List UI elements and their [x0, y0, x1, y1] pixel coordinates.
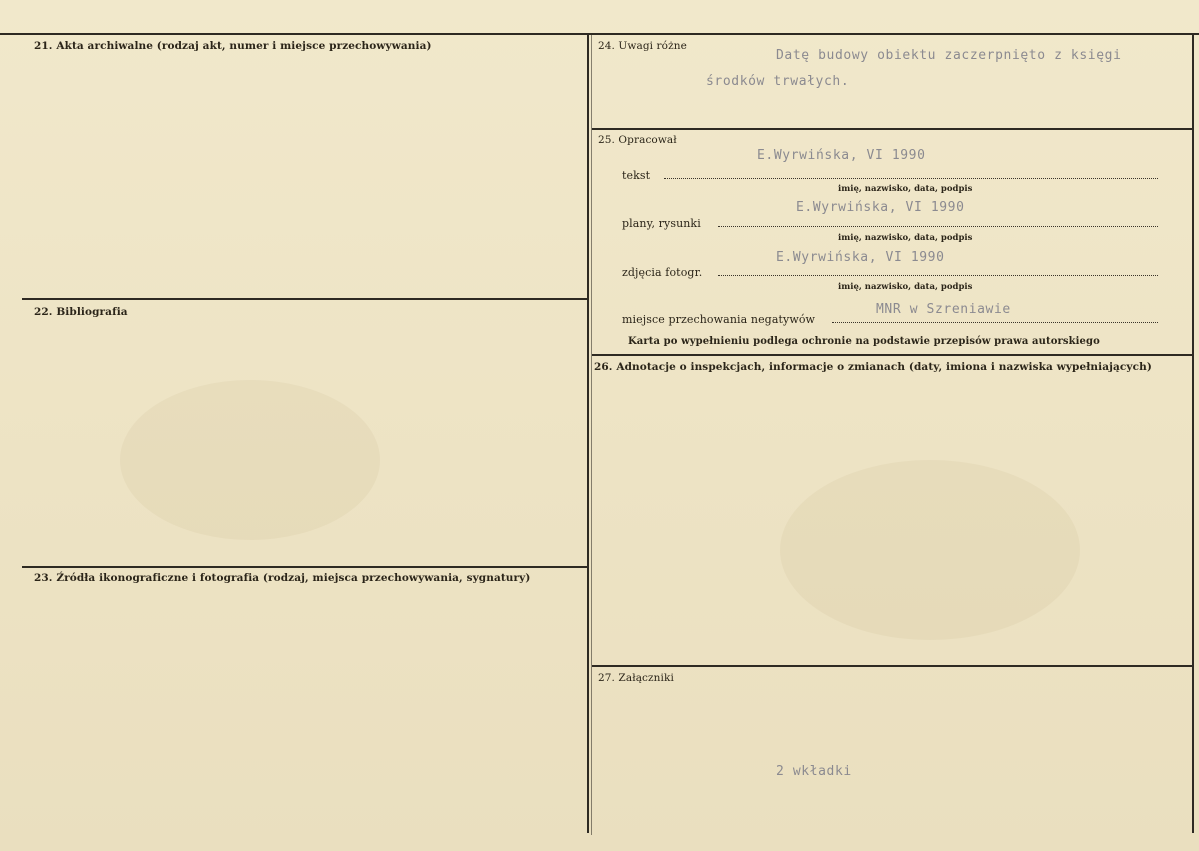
right-border — [1192, 33, 1194, 833]
divider-22-23 — [22, 566, 588, 568]
author-text-value: E.Wyrwińska, VI 1990 — [757, 148, 926, 163]
divider-21-22 — [22, 298, 588, 300]
author-plans-line — [718, 226, 1158, 227]
author-photos-label: zdjęcia fotogr. — [622, 266, 703, 279]
center-divider — [587, 35, 589, 833]
top-border — [0, 33, 1199, 35]
paper-stain — [780, 460, 1080, 640]
section-27-label: 27. Załączniki — [598, 672, 674, 684]
remarks-line-2: środków trwałych. — [706, 74, 850, 89]
author-text-caption: imię, nazwisko, data, podpis — [838, 184, 973, 194]
attachments-value: 2 wkładki — [776, 764, 852, 779]
remarks-line-1: Datę budowy obiektu zaczerpnięto z księgi — [776, 48, 1122, 63]
section-25-label: 25. Opracował — [598, 134, 677, 146]
divider-25-26 — [592, 354, 1192, 356]
author-text-line — [664, 178, 1158, 179]
section-26-label: 26. Adnotacje o inspekcjach, informacje o zmianach (daty, imiona i nazwiska wypełniających) — [594, 361, 1152, 373]
author-plans-caption: imię, nazwisko, data, podpis — [838, 233, 973, 243]
negatives-location-line — [832, 322, 1158, 323]
divider-24-25 — [592, 128, 1192, 130]
paper-stain — [120, 380, 380, 540]
author-photos-caption: imię, nazwisko, data, podpis — [838, 282, 973, 292]
negatives-location-label: miejsce przechowania negatywów — [622, 313, 816, 326]
author-photos-value: E.Wyrwińska, VI 1990 — [776, 250, 945, 265]
center-divider-inner — [591, 35, 592, 835]
author-plans-label: plany, rysunki — [622, 217, 701, 230]
section-21-label: 21. Akta archiwalne (rodzaj akt, numer i miejsce przechowywania) — [34, 40, 432, 52]
negatives-location-value: MNR w Szreniawie — [876, 302, 1011, 317]
section-22-label: 22. Bibliografia — [34, 306, 128, 318]
section-24-label: 24. Uwagi różne — [598, 40, 687, 52]
section-23-label: 23. Źródła ikonograficzne i fotografia (rodzaj, miejsca przechowywania, sygnatury) — [34, 572, 531, 584]
author-text-label: tekst — [622, 169, 651, 182]
author-photos-line — [718, 275, 1158, 276]
author-plans-value: E.Wyrwińska, VI 1990 — [796, 200, 965, 215]
divider-26-27 — [592, 665, 1192, 667]
copyright-notice: Karta po wypełnieniu podlega ochronie na podstawie przepisów prawa autorskiego — [628, 336, 1100, 347]
